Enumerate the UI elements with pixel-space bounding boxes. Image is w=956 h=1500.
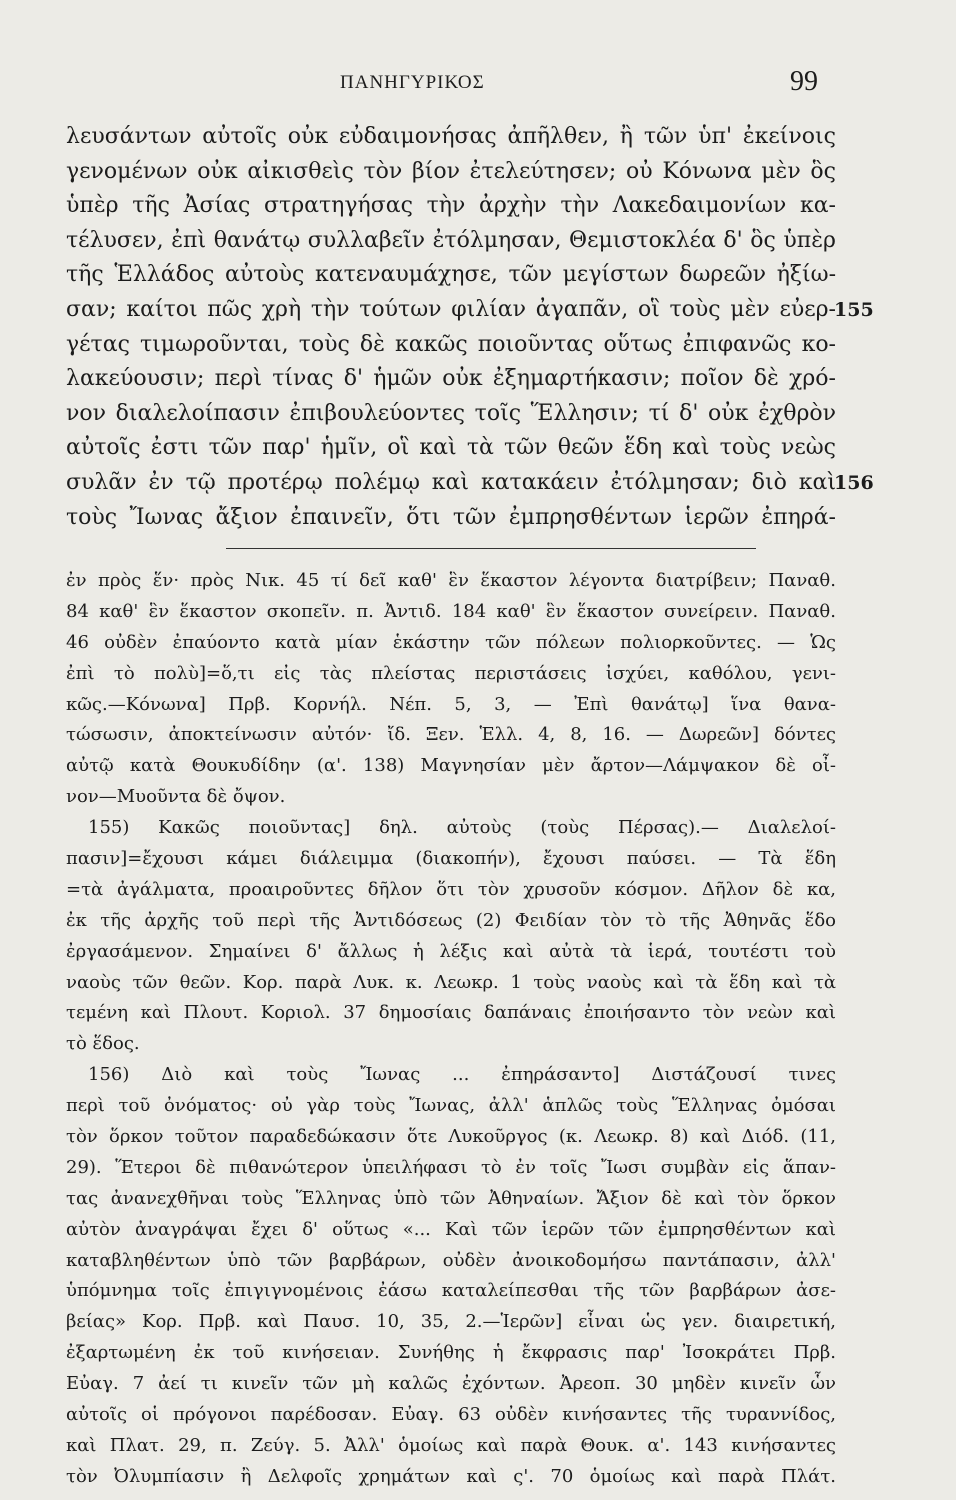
margin-number-155: 155 [834, 299, 874, 321]
note-line: καὶ Πλατ. 29, π. Ζεύγ. 5. Ἀλλ' ὁμοίως καὶ παρὰ Θουκ. α'. 143 κινήσαντες [66, 1434, 836, 1456]
note-line: ὑπόμνημα τοῖς ἐπιγιγνομένοις ἐάσω καταλείπεσθαι τῆς τῶν βαρβάρων ἀσε- [66, 1280, 836, 1302]
main-text [66, 120, 836, 535]
margin-number-156: 156 [834, 472, 874, 494]
note-line: αὐτὸν ἀναγράψαι ἔχει δ' οὕτως «... Καὶ τῶν ἱερῶν τῶν ἐμπρησθέντων καὶ [66, 1218, 836, 1240]
text-line: γέτας τιμωροῦνται, τοὺς δὲ κακῶς ποιοῦντας οὕτως ἐπιφανῶς κο- [66, 331, 836, 357]
text-line: ὑπὲρ τῆς Ἀσίας στρατηγήσας τὴν ἀρχὴν τὴν Λακεδαιμονίων κα- [66, 193, 836, 219]
text-line: συλᾶν ἐν τῷ προτέρῳ πολέμῳ καὶ κατακάειν ἐτόλμησαν; διὸ καὶ [66, 469, 836, 495]
note-line: πασιν]=ἔχουσι κάμει διάλειμμα (διακοπήν), ἔχουσι παύσει. — Τὰ ἕδη [66, 848, 836, 870]
note-line: κῶς.—Κόνωνα] Πρβ. Κορνήλ. Νέπ. 5, 3, — Ἐπὶ θανάτῳ] ἵνα θανα- [66, 693, 836, 715]
note-line: 156) Διὸ καὶ τοὺς Ἴωνας ... ἐπηράσαντο] Διστάζουσί τινες [88, 1064, 836, 1086]
note-line: τὸν Ὀλυμπίασιν ἢ Δελφοῖς χρημάτων καὶ ς'. 70 ὁμοίως καὶ παρὰ Πλάτ. [66, 1465, 836, 1487]
note-line: αὐτοῖς οἱ πρόγονοι παρέδοσαν. Εὐαγ. 63 οὐδὲν κινήσαντες τῆς τυραννίδος, [66, 1404, 836, 1426]
note-line: 46 οὐδὲν ἐπαύοντο κατὰ μίαν ἑκάστην τῶν πόλεων πολιορκοῦντες. — Ὡς [66, 631, 836, 653]
note-line: ἐξαρτωμένη ἐκ τοῦ κινήσειαν. Συνήθης ἡ ἔκφρασις παρ' Ἰσοκράτει Πρβ. [66, 1342, 836, 1364]
commentary-notes [66, 566, 836, 1493]
text-line: νον διαλελοίπασιν ἐπιβουλεύοντες τοῖς Ἕλλησιν; τί δ' οὐκ ἐχθρὸν [66, 400, 836, 426]
note-line: περὶ τοῦ ὀνόματος· οὐ γὰρ τοὺς Ἴωνας, ἀλλ' ἁπλῶς τοὺς Ἕλληνας ὀμόσαι [66, 1095, 836, 1117]
text-line: λακεύουσιν; περὶ τίνας δ' ἡμῶν οὐκ ἐξημαρτήκασιν; ποῖον δὲ χρό- [66, 366, 836, 392]
note-line: ἐκ τῆς ἀρχῆς τοῦ περὶ τῆς Ἀντιδόσεως (2) Φειδίαν τὸν τὸ τῆς Ἀθηνᾶς ἕδο [66, 909, 836, 931]
text-line: τῆς Ἑλλάδος αὐτοὺς κατεναυμάχησε, τῶν μεγίστων δωρεῶν ἠξίω- [66, 262, 836, 288]
note-line: =τὰ ἀγάλματα, προαιροῦντες δῆλον ὅτι τὸν χρυσοῦν κόσμον. Δῆλον δὲ κα, [66, 878, 836, 900]
text-line: τέλυσεν, ἐπὶ θανάτῳ συλλαβεῖν ἐτόλμησαν, Θεμιστοκλέα δ' ὃς ὑπὲρ [66, 227, 836, 253]
note-line: ἐπὶ τὸ πολὺ]=ὅ,τι εἰς τὰς πλείστας περιστάσεις ἰσχύει, καθόλου, γενι- [66, 662, 836, 684]
note-line: τὸν ὅρκον τοῦτον παραδεδώκασιν ὅτε Λυκοῦργος (κ. Λεωκρ. 8) καὶ Διόδ. (11, [66, 1126, 836, 1148]
note-line: τεμένη καὶ Πλουτ. Κοριολ. 37 δημοσίαις δαπάναις ἐποιήσαντο τὸν νεὼν καὶ [66, 1002, 836, 1024]
note-line: 84 καθ' ἓν ἕκαστον σκοπεῖν. π. Ἀντιδ. 184 καθ' ἓν ἕκαστον συνείρειν. Παναθ. [66, 600, 836, 622]
note-line: τας ἀνανεχθῆναι τοὺς Ἕλληνας ὑπὸ τῶν Ἀθηναίων. Ἄξιον δὲ καὶ τὸν ὅρκον [66, 1187, 836, 1209]
note-line: αὐτῷ κατὰ Θουκυδίδην (α'. 138) Μαγνησίαν μὲν ἄρτον—Λάμψακον δὲ οἶ- [66, 755, 836, 777]
note-line: τώσωσιν, ἀποκτείνωσιν αὐτόν· ἴδ. Ξεν. Ἑλλ. 4, 8, 16. — Δωρεῶν] δόντες [66, 724, 836, 746]
text-line: σαν; καίτοι πῶς χρὴ τὴν τούτων φιλίαν ἀγαπᾶν, οἳ τοὺς μὲν εὐερ- [66, 296, 836, 322]
footnote-divider [226, 548, 756, 549]
note-line: ναοὺς τῶν θεῶν. Κορ. παρὰ Λυκ. κ. Λεωκρ. 1 τοὺς ναοὺς καὶ τὰ ἕδη καὶ τὰ [66, 971, 836, 993]
note-line: 29). Ἕτεροι δὲ πιθανώτερον ὑπειλήφασι τὸ ἐν τοῖς Ἴωσι συμβὰν εἰς ἅπαν- [66, 1156, 836, 1178]
text-line: τοὺς Ἴωνας ἄξιον ἐπαινεῖν, ὅτι τῶν ἐμπρησθέντων ἱερῶν ἐπηρά- [66, 504, 836, 530]
page-header [0, 66, 956, 100]
note-line: νον—Μυοῦντα δὲ ὄψον. [66, 786, 286, 808]
note-line: καταβληθέντων ὑπὸ τῶν βαρβάρων, οὐδὲν ἀνοικοδομήσω παντάπασιν, ἀλλ' [66, 1249, 836, 1271]
text-line: λευσάντων αὐτοῖς οὐκ εὐδαιμονήσας ἀπῆλθεν, ἢ τῶν ὑπ' ἐκείνοις [66, 124, 836, 149]
text-line: αὐτοῖς ἐστι τῶν παρ' ἡμῖν, οἳ καὶ τὰ τῶν θεῶν ἕδη καὶ τοὺς νεὼς [66, 435, 836, 461]
note-line: 155) Κακῶς ποιοῦντας] δηλ. αὐτοὺς (τοὺς Πέρσας).— Διαλελοί- [88, 817, 836, 839]
running-title: ΠΑΝΗΓΥΡΙΚΟΣ [340, 72, 485, 93]
note-line: ἐν πρὸς ἕν· πρὸς Νικ. 45 τί δεῖ καθ' ἓν ἕκαστον λέγοντα διατρίβειν; Παναθ. [66, 570, 836, 591]
text-line: γενομένων οὐκ αἰκισθεὶς τὸν βίον ἐτελεύτησεν; οὐ Κόνωνα μὲν ὃς [66, 158, 836, 184]
note-line: βείας» Κορ. Πρβ. καὶ Παυσ. 10, 35, 2.—Ἱερῶν] εἶναι ὡς γεν. διαιρετική, [66, 1311, 836, 1333]
note-line: Εὐαγ. 7 ἀεί τι κινεῖν τῶν μὴ καλῶς ἐχόντων. Ἀρεοπ. 30 μηδὲν κινεῖν ὧν [66, 1373, 836, 1395]
note-line: ἐργασάμενον. Σημαίνει δ' ἄλλως ἡ λέξις καὶ αὐτὰ τὰ ἱερά, τουτέστι τοὺ [66, 940, 836, 962]
note-line: τὸ ἕδος. [66, 1033, 140, 1055]
page-number: 99 [790, 66, 818, 97]
